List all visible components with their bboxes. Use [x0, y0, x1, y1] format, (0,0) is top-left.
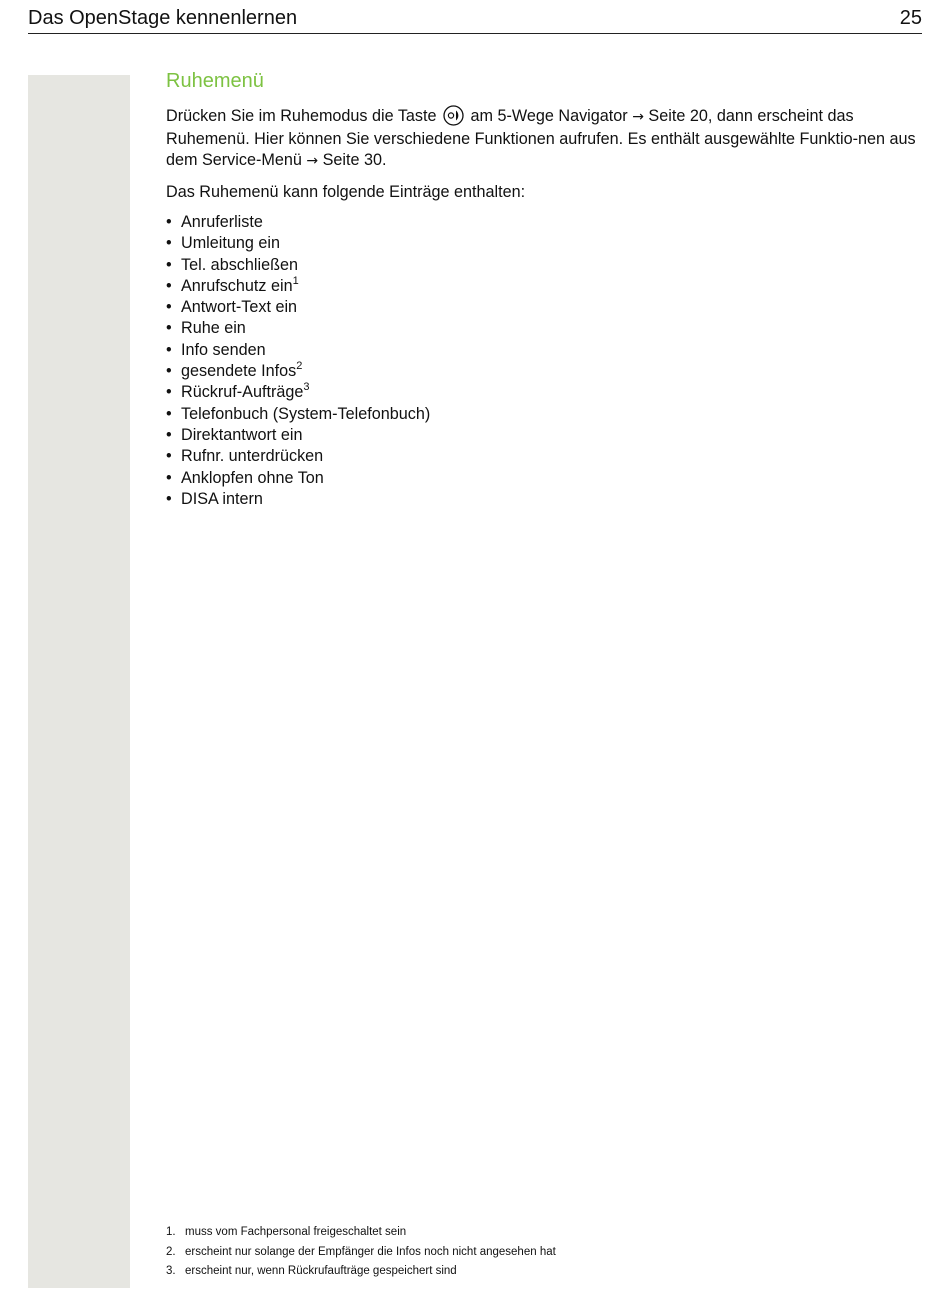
list-item-text: Tel. abschließen [181, 255, 298, 274]
intro-text-2: am 5-Wege Navigator [470, 107, 628, 125]
list-item [166, 297, 924, 318]
arrow-icon: → [306, 153, 319, 169]
list-intro: Das Ruhemenü kann folgende Einträge enthalten: [166, 182, 526, 201]
bullet: • [166, 276, 172, 295]
bullet: • [166, 489, 172, 508]
list-item-text: Anklopfen ohne Ton [181, 468, 324, 487]
list-item [166, 255, 924, 276]
intro-paragraph [166, 105, 924, 173]
footnote-text: erscheint nur solange der Empfänger die Infos noch nicht angesehen hat [185, 1245, 556, 1258]
list-item-text: Rückruf-Aufträge [181, 383, 304, 402]
bullet: • [166, 319, 172, 338]
bullet: • [166, 298, 172, 317]
page-number: 25 [899, 7, 922, 29]
list-item-text: Anrufschutz ein [181, 276, 293, 295]
list-item-text: Ruhe ein [181, 319, 246, 338]
list-item [166, 489, 924, 510]
footnote-number: 2. [166, 1245, 176, 1258]
footnote-text: muss vom Fachpersonal freigeschaltet sein [185, 1226, 407, 1238]
sidebar-margin [28, 75, 130, 1288]
bullet: • [166, 404, 172, 423]
intro-text-4: Seite 30. [322, 151, 387, 169]
bullet: • [166, 362, 172, 381]
list-item [166, 425, 924, 446]
footnote-ref: 2 [296, 360, 303, 373]
footnote [166, 1243, 866, 1263]
list-item-text: Umleitung ein [181, 234, 280, 253]
list-item-text: DISA intern [181, 489, 263, 508]
bullet: • [166, 447, 172, 466]
bullet: • [166, 425, 172, 444]
header-title: Das OpenStage kennenlernen [28, 7, 298, 29]
list-item [166, 446, 924, 467]
list-item-text: Rufnr. unterdrücken [181, 447, 324, 466]
list-item [166, 212, 924, 233]
list-item [166, 276, 924, 297]
section-title: Ruhemenü [166, 70, 264, 92]
bullet: • [166, 468, 172, 487]
list-item-text: Anruferliste [181, 213, 263, 231]
footnotes [166, 1223, 866, 1282]
bullet: • [166, 340, 172, 359]
list-item-text: Direktantwort ein [181, 425, 303, 444]
list-item [166, 361, 924, 382]
footnote-ref: 1 [292, 274, 299, 287]
footnote [166, 1262, 866, 1282]
list-item [166, 340, 924, 361]
footnote [166, 1223, 866, 1243]
bullet: • [166, 234, 172, 253]
intro-text-3: Seite 20, dann erscheint das Ruhemenü. Hier können Sie verschiedene Funktionen aufrufen. Es enthält ausgewählte Funktio-nen aus dem Service-Menü [166, 107, 916, 169]
footnote-text: erscheint nur, wenn Rückrufaufträge gespeichert sind [185, 1265, 457, 1277]
bullet: • [166, 213, 172, 231]
list-item-text: Telefonbuch (System-Telefonbuch) [181, 404, 431, 423]
list-item [166, 468, 924, 489]
list-item [166, 382, 924, 403]
main-content [166, 68, 924, 510]
list-item-text: gesendete Infos [181, 362, 297, 381]
list-item-text: Info senden [181, 340, 266, 359]
footnote-number: 3. [166, 1265, 176, 1277]
bullet: • [166, 255, 172, 274]
list-item [166, 318, 924, 339]
page-header [28, 6, 922, 34]
menu-entries-list [166, 212, 924, 510]
navigator-ok-key-icon [443, 105, 464, 126]
arrow-icon: → [632, 109, 644, 125]
list-item [166, 233, 924, 254]
intro-text-1: Drücken Sie im Ruhemodus die Taste [166, 107, 437, 125]
list-item-text: Antwort-Text ein [181, 298, 298, 317]
footnote-ref: 3 [303, 381, 310, 394]
list-item [166, 404, 924, 425]
footnote-number: 1. [166, 1226, 176, 1238]
bullet: • [166, 383, 172, 402]
